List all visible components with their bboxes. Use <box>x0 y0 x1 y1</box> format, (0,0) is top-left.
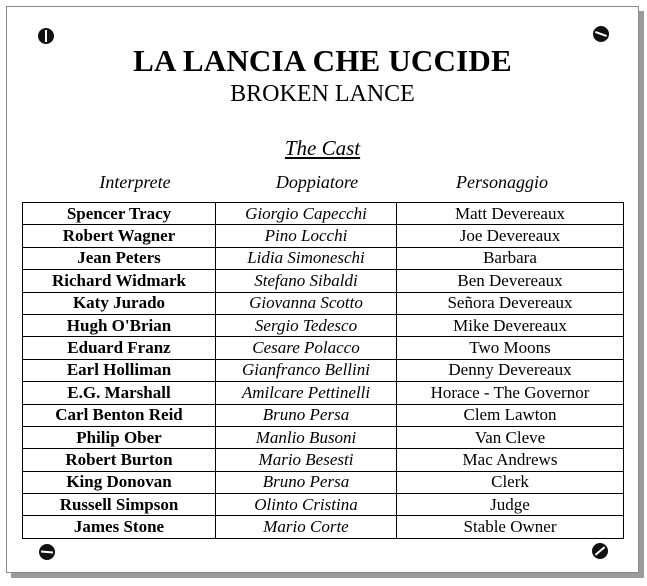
actor-cell: Russell Simpson <box>23 494 216 516</box>
actor-cell: Jean Peters <box>23 247 216 269</box>
actor-cell: Eduard Franz <box>23 337 216 359</box>
actor-cell: James Stone <box>23 516 216 538</box>
dubber-cell: Giorgio Capecchi <box>216 203 397 225</box>
actor-cell: Robert Wagner <box>23 225 216 247</box>
dubber-cell: Pino Locchi <box>216 225 397 247</box>
table-row <box>23 270 624 292</box>
role-cell: Señora Devereaux <box>397 292 624 314</box>
dubber-cell: Cesare Polacco <box>216 337 397 359</box>
role-cell: Barbara <box>397 247 624 269</box>
cast-table <box>22 202 624 539</box>
dubber-cell: Mario Corte <box>216 516 397 538</box>
dubber-cell: Bruno Persa <box>216 471 397 493</box>
role-cell: Joe Devereaux <box>397 225 624 247</box>
role-cell: Clerk <box>397 471 624 493</box>
dubber-cell: Olinto Cristina <box>216 494 397 516</box>
cast-table-body <box>23 203 624 539</box>
dubber-cell: Lidia Simoneschi <box>216 247 397 269</box>
column-header-dubber: Doppiatore <box>275 172 359 192</box>
screw-icon <box>38 28 54 44</box>
role-cell: Judge <box>397 494 624 516</box>
table-row <box>23 337 624 359</box>
table-row <box>23 449 624 471</box>
actor-cell: Carl Benton Reid <box>23 404 216 426</box>
table-row <box>23 382 624 404</box>
table-row <box>23 359 624 381</box>
actor-cell: Hugh O'Brian <box>23 314 216 336</box>
dubber-cell: Sergio Tedesco <box>216 314 397 336</box>
role-cell: Two Moons <box>397 337 624 359</box>
dubber-cell: Mario Besesti <box>216 449 397 471</box>
role-cell: Clem Lawton <box>397 404 624 426</box>
actor-cell: E.G. Marshall <box>23 382 216 404</box>
role-cell: Stable Owner <box>397 516 624 538</box>
plaque-subtitle: BROKEN LANCE <box>230 81 415 107</box>
actor-cell: Philip Ober <box>23 426 216 448</box>
dubber-cell: Giovanna Scotto <box>216 292 397 314</box>
cast-plaque <box>6 6 639 573</box>
table-row <box>23 225 624 247</box>
role-cell: Mike Devereaux <box>397 314 624 336</box>
table-row <box>23 292 624 314</box>
table-row <box>23 247 624 269</box>
dubber-cell: Manlio Busoni <box>216 426 397 448</box>
table-row <box>23 426 624 448</box>
table-row <box>23 203 624 225</box>
table-row <box>23 471 624 493</box>
actor-cell: Katy Jurado <box>23 292 216 314</box>
actor-cell: Richard Widmark <box>23 270 216 292</box>
dubber-cell: Bruno Persa <box>216 404 397 426</box>
plaque-title: LA LANCIA CHE UCCIDE <box>133 43 512 78</box>
role-cell: Mac Andrews <box>397 449 624 471</box>
column-header-role: Personaggio <box>456 172 548 192</box>
screw-icon <box>592 543 608 559</box>
table-row <box>23 516 624 538</box>
column-header-actor: Interprete <box>99 172 171 192</box>
table-row <box>23 314 624 336</box>
dubber-cell: Stefano Sibaldi <box>216 270 397 292</box>
role-cell: Matt Devereaux <box>397 203 624 225</box>
actor-cell: Robert Burton <box>23 449 216 471</box>
screw-icon <box>593 26 609 42</box>
dubber-cell: Amilcare Pettinelli <box>216 382 397 404</box>
actor-cell: King Donovan <box>23 471 216 493</box>
dubber-cell: Gianfranco Bellini <box>216 359 397 381</box>
actor-cell: Spencer Tracy <box>23 203 216 225</box>
table-row <box>23 494 624 516</box>
role-cell: Van Cleve <box>397 426 624 448</box>
cast-heading: The Cast <box>284 136 361 160</box>
role-cell: Ben Devereaux <box>397 270 624 292</box>
screw-icon <box>39 544 55 560</box>
table-row <box>23 404 624 426</box>
role-cell: Denny Devereaux <box>397 359 624 381</box>
role-cell: Horace - The Governor <box>397 382 624 404</box>
actor-cell: Earl Holliman <box>23 359 216 381</box>
